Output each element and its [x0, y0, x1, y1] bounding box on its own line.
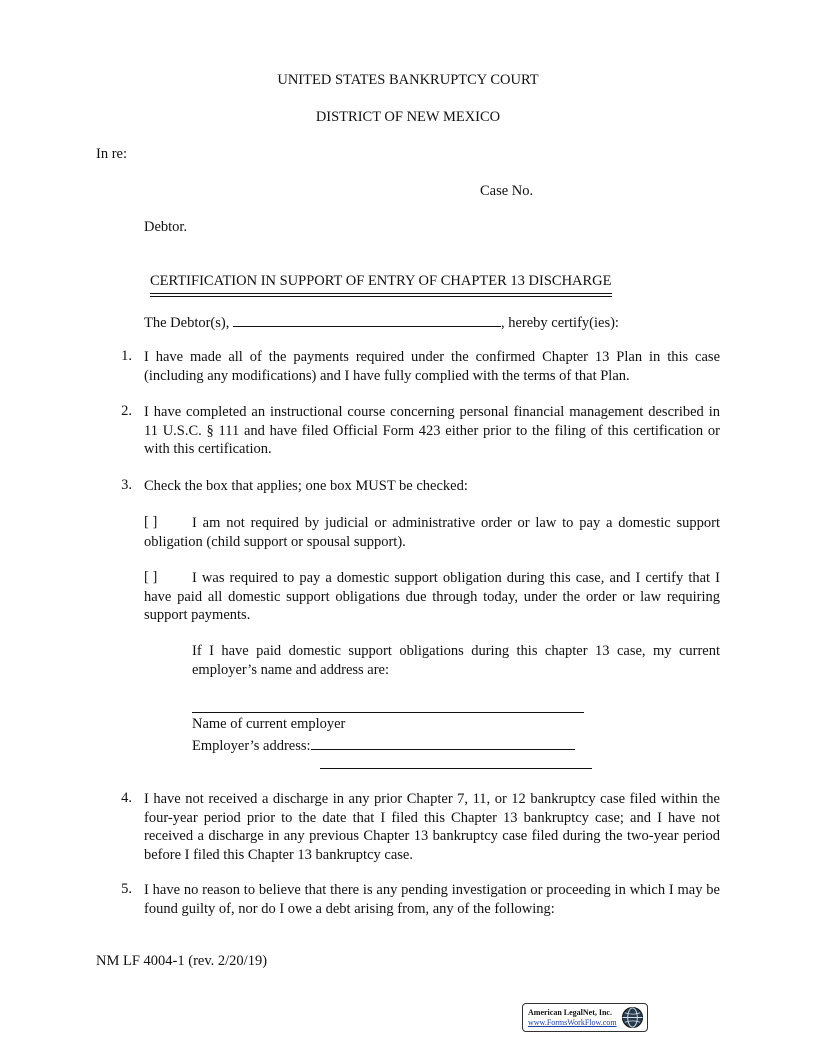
district-name: DISTRICT OF NEW MEXICO: [315, 109, 501, 125]
item-number: 5.: [121, 881, 132, 897]
checkbox-required-paid[interactable]: [ ]: [144, 569, 158, 585]
employer-address-line-2[interactable]: [320, 768, 592, 769]
item-number: 2.: [121, 403, 132, 419]
employer-name-label: Name of current employer: [192, 716, 346, 732]
employer-address-row: [192, 735, 575, 755]
item-number: 3.: [121, 477, 132, 493]
employer-name-line[interactable]: [192, 712, 584, 713]
certification-intro: [144, 312, 619, 332]
debtor-label: Debtor.: [144, 219, 188, 235]
employer-address-field[interactable]: [311, 735, 575, 750]
publisher-logo[interactable]: [522, 1003, 648, 1032]
in-re-label: In re:: [96, 146, 127, 162]
court-name: UNITED STATES BANKRUPTCY COURT: [277, 72, 539, 88]
checkbox-required-paid-text: I was required to pay a domestic support obligation during this case, and I certify that I have paid all domestic support obligations due through today, under the order or law requiring support payments.: [144, 570, 720, 623]
intro-suffix: , hereby certify(ies):: [500, 315, 619, 331]
item-number: 4.: [121, 790, 132, 806]
item-number: 1.: [121, 348, 132, 364]
item-payments: I have made all of the payments required under the confirmed Chapter 13 Plan in this case (including any modifications) and I have fully complied with the terms of that Plan.: [144, 349, 720, 384]
intro-prefix: The Debtor(s),: [144, 315, 230, 331]
checkbox-not-required[interactable]: [ ]: [144, 514, 158, 530]
logo-website-link[interactable]: www.FormsWorkFlow.com: [528, 1018, 617, 1027]
item-check-box: Check the box that applies; one box MUST be checked:: [144, 478, 468, 494]
form-identifier: NM LF 4004-1 (rev. 2/20/19): [96, 953, 268, 969]
employer-intro: If I have paid domestic support obligations during this chapter 13 case, my current employer’s name and address are:: [192, 643, 720, 678]
case-number-label: Case No.: [480, 183, 534, 199]
globe-icon: [621, 1006, 644, 1029]
item-no-pending-proceeding: I have no reason to believe that there is any pending investigation or proceeding in which I may be found guilty of, nor do I owe a debt arising from, any of the following:: [144, 882, 720, 917]
item-no-prior-discharge: I have not received a discharge in any prior Chapter 7, 11, or 12 bankruptcy case filed within the four-year period prior to the date that I filed this Chapter 13 bankruptcy case; and I have not received a discharge in any previous Chapter 13 bankruptcy case filed during the two-year period before I filed this Chapter 13 bankruptcy case.: [144, 791, 720, 863]
item-financial-course: I have completed an instructional course concerning personal financial management described in 11 U.S.C. § 111 and have filed Official Form 423 either prior to the filing of this certification or with this certification.: [144, 404, 720, 457]
employer-address-label: Employer’s address:: [192, 738, 311, 754]
logo-company-name: American LegalNet, Inc.: [528, 1008, 612, 1017]
document-title: CERTIFICATION IN SUPPORT OF ENTRY OF CHAPTER 13 DISCHARGE: [150, 273, 612, 294]
checkbox-not-required-text: I am not required by judicial or administrative order or law to pay a domestic support obligation (child support or spousal support).: [144, 515, 720, 550]
debtor-name-field[interactable]: [233, 312, 501, 327]
